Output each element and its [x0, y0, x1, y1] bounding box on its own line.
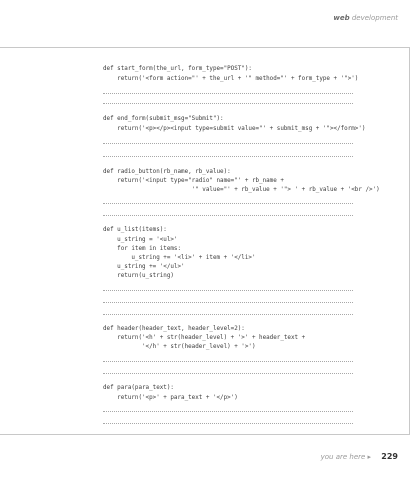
code-line: '" value="' + rb_value + '"> ' + rb_value + '<br />'): [103, 187, 380, 193]
page-footer: [321, 452, 398, 461]
code-line: for item in items:: [103, 246, 182, 252]
code-line: return('<h' + str(header_level) + '>' + header_text +: [103, 335, 306, 341]
answer-line: [103, 93, 353, 94]
answer-line: [103, 361, 353, 362]
header-tag-bold: web: [333, 14, 350, 22]
code-line: def u_list(items):: [103, 227, 167, 233]
answer-line: [103, 423, 353, 424]
code-line: return('<form action="' + the_url + '" method="' + form_type + '">'): [103, 76, 359, 82]
answer-line: [103, 203, 353, 204]
answer-line: [103, 314, 353, 315]
answer-line: [103, 143, 353, 144]
page-number: 229: [381, 452, 398, 461]
answer-line: [103, 411, 353, 412]
code-line: def header(header_text, header_level=2):: [103, 326, 245, 332]
answer-line: [103, 156, 353, 157]
header-tag-rest: development: [349, 14, 398, 22]
answer-line: [103, 103, 353, 104]
code-line: '</h' + str(header_level) + '>'): [103, 344, 256, 350]
code-line: return('<p>' + para_text + '</p>'): [103, 395, 238, 401]
code-line: def end_form(submit_msg="Submit"):: [103, 116, 224, 122]
answer-line: [103, 215, 353, 216]
code-line: u_string += '<li>' + item + '</li>': [103, 255, 256, 261]
code-line: u_string = '<ul>': [103, 237, 178, 243]
answer-line: [103, 302, 353, 303]
code-line: return('<p></p><input type=submit value="' + submit_msg + '"></form>'): [103, 126, 366, 132]
code-line: def start_form(the_url, form_type="POST"):: [103, 66, 252, 72]
answer-line: [103, 373, 353, 374]
footer-hint: you are here ▸: [320, 453, 372, 461]
code-line: u_string += '</ul>': [103, 264, 185, 270]
answer-line: [103, 290, 353, 291]
code-line: def radio_button(rb_name, rb_value):: [103, 169, 231, 175]
code-line: return(u_string): [103, 273, 174, 279]
code-line: return('<input type="radio" name="' + rb_name +: [103, 178, 284, 184]
code-line: def para(para_text):: [103, 385, 174, 391]
